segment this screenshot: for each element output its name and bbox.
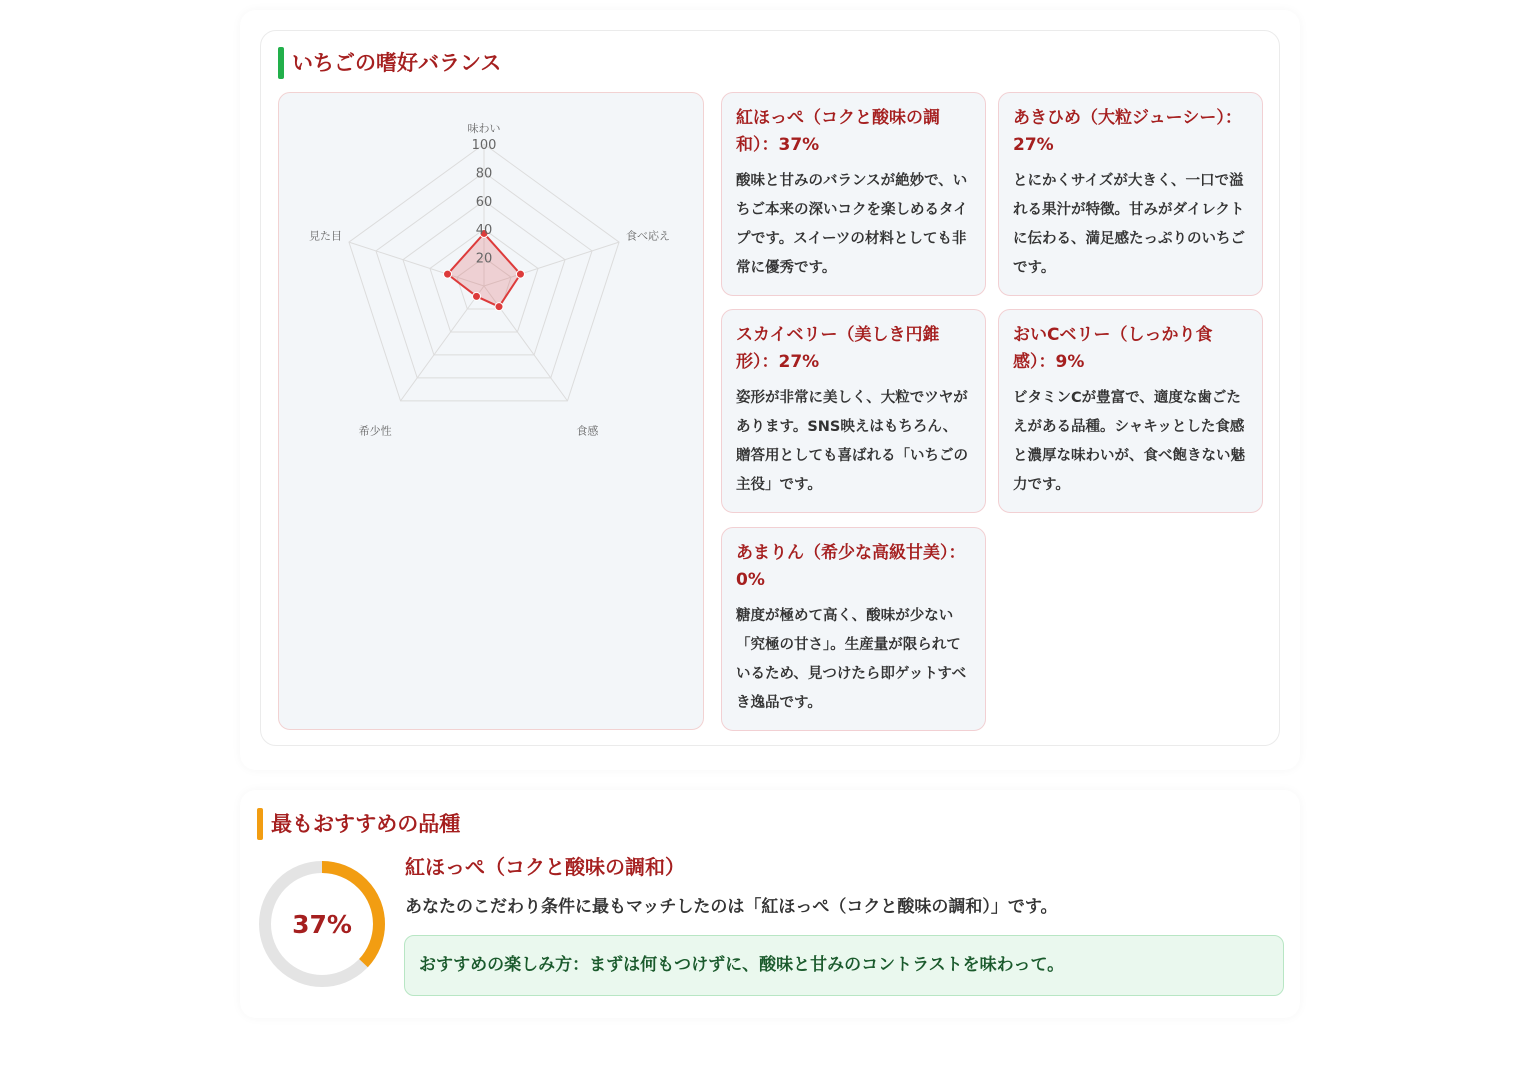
radar-tick-label: 20 — [475, 251, 493, 267]
radar-tick-label: 100 — [471, 138, 497, 153]
balance-section-title: いちごの嗜好バランス — [278, 47, 501, 79]
radar-chart-panel — [278, 92, 704, 730]
radar-data-point — [516, 270, 524, 278]
recommended-variety-name: 紅ほっぺ（コクと酸味の調和） — [405, 855, 685, 879]
recommend-section-title: 最もおすすめの品種 — [257, 808, 460, 840]
radar-tick-label: 40 — [475, 223, 493, 239]
radar-chart — [279, 93, 703, 729]
variety-card-body: ビタミンCが豊富で、適度な歯ごたえがある品種。シャキッとした食感と濃厚な味わいが、食べ飽きない魅力です。 — [1013, 390, 1245, 493]
variety-card-body: 酸味と甘みのバランスが絶妙で、いちご本来の深いコクを楽しめるタイプです。スイーツの材料としても非常に優秀です。 — [736, 173, 968, 276]
enjoy-tip-box: おすすめの楽しみ方：まずは何もつけずに、酸味と甘みのコントラストを味わって。 — [404, 935, 1284, 996]
variety-card-skyberry — [721, 309, 986, 513]
radar-axis-label: 味わい — [467, 122, 501, 135]
donut-percent-label: 37% — [292, 910, 352, 939]
variety-card-title: スカイベリー（美しき円錐形）：27% — [736, 325, 940, 372]
radar-axis-label: 食感 — [576, 424, 599, 438]
variety-card-body: 糖度が極めて高く、酸味が少ない「究極の甘さ」。生産量が限られているため、見つけたら即ゲットすべき逸品です。 — [736, 608, 967, 711]
recommended-variety-description: あなたのこだわり条件に最もマッチしたのは「紅ほっぺ（コクと酸味の調和）」です。 — [405, 897, 1058, 917]
radar-data-point — [472, 292, 480, 300]
radar-tick-label: 80 — [475, 166, 493, 182]
radar-data-area — [448, 233, 521, 306]
radar-axis-label: 希少性 — [358, 424, 392, 438]
variety-card-body: とにかくサイズが大きく、一口で溢れる果汁が特徴。甘みがダイレクトに伝わる、満足感たっぷりのいちごです。 — [1013, 173, 1245, 276]
variety-card-akihime — [998, 92, 1263, 296]
radar-tick-label: 60 — [475, 194, 493, 210]
radar-axis-label: 見た目 — [309, 229, 343, 243]
variety-card-title: おいCベリー（しっかり食感）：9% — [1013, 325, 1213, 372]
radar-axis-label: 食べ応え — [625, 229, 670, 243]
variety-card-title: 紅ほっぺ（コクと酸味の調和）：37% — [736, 108, 940, 155]
radar-spoke — [401, 286, 484, 401]
radar-data-point — [444, 270, 452, 278]
variety-card-title: あまりん（希少な高級甘美）：0% — [736, 543, 966, 590]
variety-card-title: あきひめ（大粒ジューシー）：27% — [1013, 108, 1242, 155]
match-donut-chart — [255, 857, 389, 991]
variety-card-benihoppe — [721, 92, 986, 296]
variety-card-amarin — [721, 527, 986, 731]
variety-card-oic-berry — [998, 309, 1263, 513]
variety-card-body: 姿形が非常に美しく、大粒でツヤがあります。SNS映えはもちろん、贈答用としても喜ばれる「いちごの主役」です。 — [736, 390, 968, 493]
radar-data-point — [495, 303, 503, 311]
